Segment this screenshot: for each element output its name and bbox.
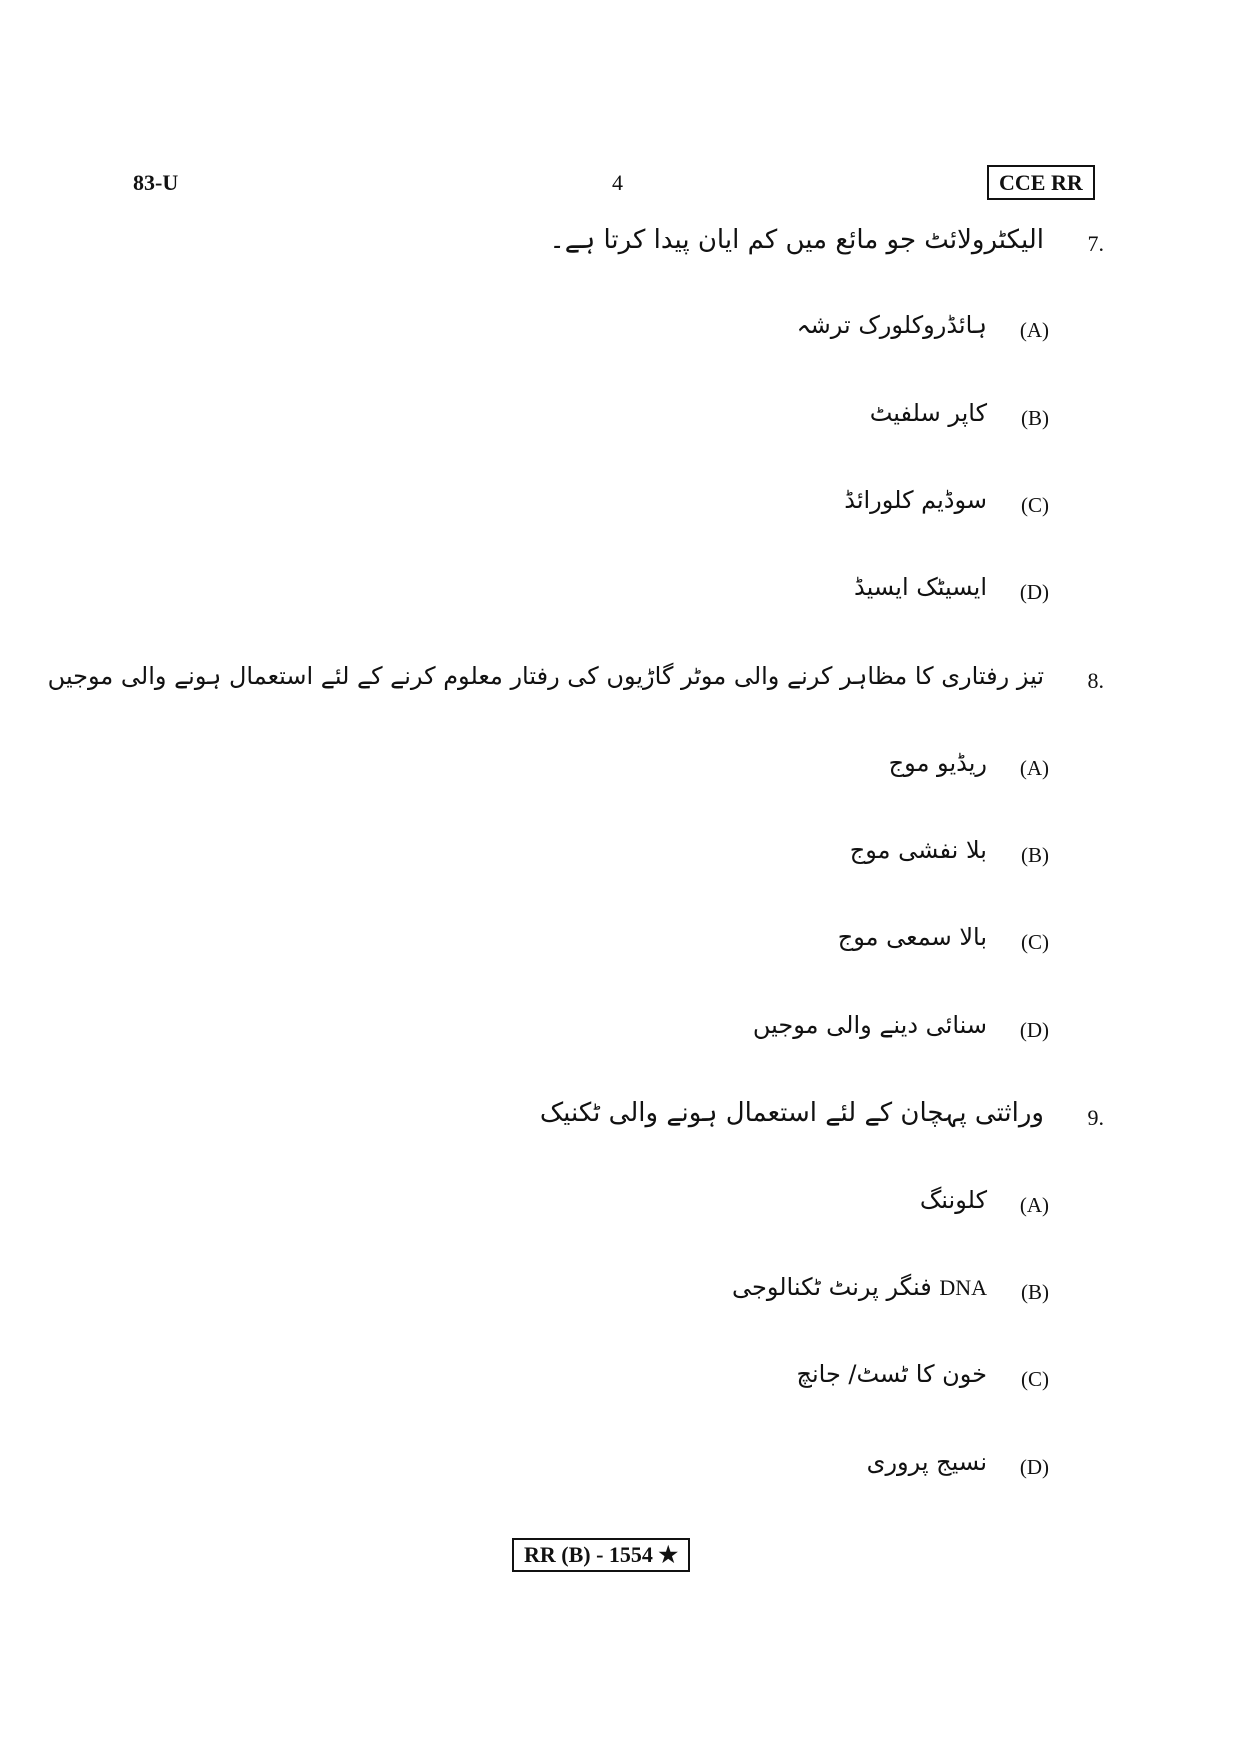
option-text: بالا سمعی موج — [837, 923, 987, 951]
option-letter: (B) — [1021, 406, 1049, 430]
option-letter: (D) — [1019, 1018, 1049, 1042]
option-text: سوڈیم کلورائڈ — [844, 486, 987, 514]
option-letter: (A) — [1019, 318, 1049, 342]
option-letter: (B) — [1021, 843, 1049, 867]
question-text: تیز رفتاری کا مظاہر کرنے والی موٹر گاڑیوں کی رفتار معلوم کرنے کے لئے استعمال ہونے والی موجیں — [47, 662, 1044, 690]
question-number: 8. — [1087, 668, 1104, 693]
option-letter: (A) — [1019, 756, 1049, 780]
option-letter: (C) — [1021, 1367, 1049, 1391]
option-letter: (C) — [1021, 930, 1049, 954]
option-letter: (D) — [1019, 580, 1049, 604]
option-text: ہائڈروکلورک ترشہ — [796, 311, 987, 339]
option-text — [732, 1273, 987, 1301]
question-number: 7. — [1087, 231, 1104, 256]
option-prefix: DNA — [939, 1275, 987, 1300]
option-text: ایسیٹک ایسیڈ — [854, 573, 987, 601]
series-box: CCE RR — [987, 165, 1095, 200]
page-number: 4 — [612, 170, 623, 195]
footer-code-box: RR (B) - 1554 ★ — [512, 1538, 690, 1572]
option-text: سنائی دینے والی موجیں — [752, 1011, 987, 1039]
paper-code: 83-U — [133, 170, 179, 195]
option-text: کاپر سلفیٹ — [869, 399, 987, 427]
option-body: فنگر پرنٹ ٹکنالوجی — [732, 1273, 932, 1301]
option-letter: (B) — [1021, 1280, 1049, 1304]
option-text: خون کا ٹسٹ/ جانچ — [796, 1360, 987, 1388]
option-text: ریڈیو موج — [888, 749, 987, 777]
question-text: الیکٹرولائٹ جو مائع میں کم ایان پیدا کرتا ہے۔ — [549, 225, 1044, 255]
option-letter: (C) — [1021, 493, 1049, 517]
option-text: بلا نفشی موج — [849, 836, 987, 864]
question-text: وراثتی پہچان کے لئے استعمال ہونے والی ٹکنیک — [539, 1098, 1044, 1128]
option-text: کلوننگ — [919, 1186, 987, 1214]
option-text: نسیج پروری — [866, 1448, 987, 1476]
option-letter: (D) — [1019, 1455, 1049, 1479]
option-letter: (A) — [1019, 1193, 1049, 1217]
question-number: 9. — [1087, 1105, 1104, 1130]
